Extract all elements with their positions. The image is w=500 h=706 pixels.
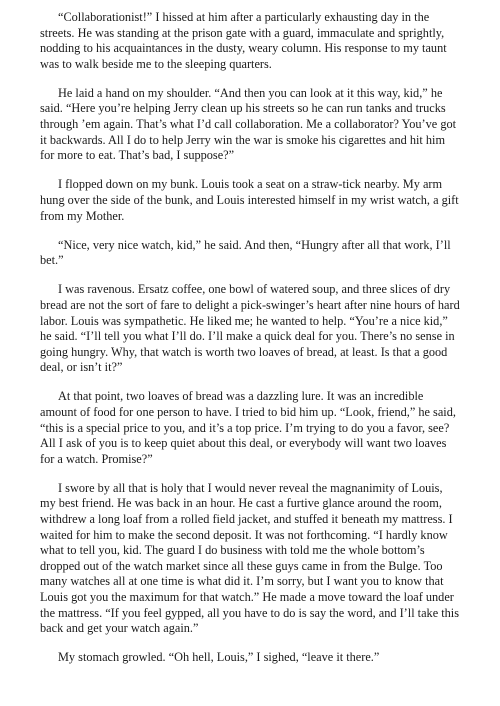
paragraph-3: I flopped down on my bunk. Louis took a seat on a straw-tick nearby. My arm hung over the side of the bunk, and Louis interested himself in my wrist watch, a gift from my Mother. [40, 177, 459, 223]
paragraph-5: I was ravenous. Ersatz coffee, one bowl of watered soup, and three slices of dry bread are not the sort of fare to delight a pick-swinger’s heart after nine hours of hard labor. Louis was sympathetic. He liked me; he wanted to help. “You’re a nice kid,” he said. “I’ll tell you what I’ll do. I’ll make a quick deal for you. There’s no sense in going hungry. Why, that watch is worth two loaves of bread, at least. Is that a good deal, or isn’t it?” [40, 282, 460, 375]
paragraph-7: I swore by all that is holy that I would never reveal the magnanimity of Louis, my best friend. He was back in an hour. He cast a furtive glance around the room, withdrew a long loaf from a rolled field jacket, and stuffed it beneath my mattress. I waited for him to make the second deposit. It was not forthcoming. “I hardly know what to tell you, kid. The guard I do business with told me the whole bottom’s dropped out of the watch market since all these guys came in from the Bulge. Too many watches all at one time is what did it. I’m sorry, but I want you to know that Louis got you the maximum for that watch.” He made a move toward the loaf under the mattress. “If you feel gypped, all you have to do is say the word, and I’ll take this back and get your watch again.” [40, 480, 460, 636]
paragraph-8: My stomach growled. “Oh hell, Louis,” I sighed, “leave it there.” [58, 650, 380, 665]
paragraph-6: At that point, two loaves of bread was a dazzling lure. It was an incredible amount of food for one person to have. I tried to bid him up. “Look, friend,” he said, “this is a special price to you, and it’s a top price. I’m trying to do you a favor, see? All I ask of you is to keep quiet about this deal, or everybody will want two loaves for a watch. Promise?” [40, 389, 456, 466]
paragraph-2: He laid a hand on my shoulder. “And then you can look at it this way, kid,” he said. “Here you’re helping Jerry clean up his streets so he can run tanks and trucks through ’em again. That’s what I’d call collaboration. Me a collaborator? You’ve got it backwards. All I do to help Jerry win the war is smoke his cigarettes and hit him for more to eat. That’s bad, I suppose?” [40, 85, 457, 163]
paragraph-4: “Nice, very nice watch, kid,” he said. And then, “Hungry after all that work, I’ll bet.” [40, 237, 451, 268]
paragraph-1: “Collaborationist!” I hissed at him after a particularly exhausting day in the streets. He was standing at the prison gate with a guard, immaculate and sprightly, nodding to his acquaintances in the dusty, weary column. His response to my taunt was to walk beside me to the sleeping quarters. [40, 10, 447, 71]
